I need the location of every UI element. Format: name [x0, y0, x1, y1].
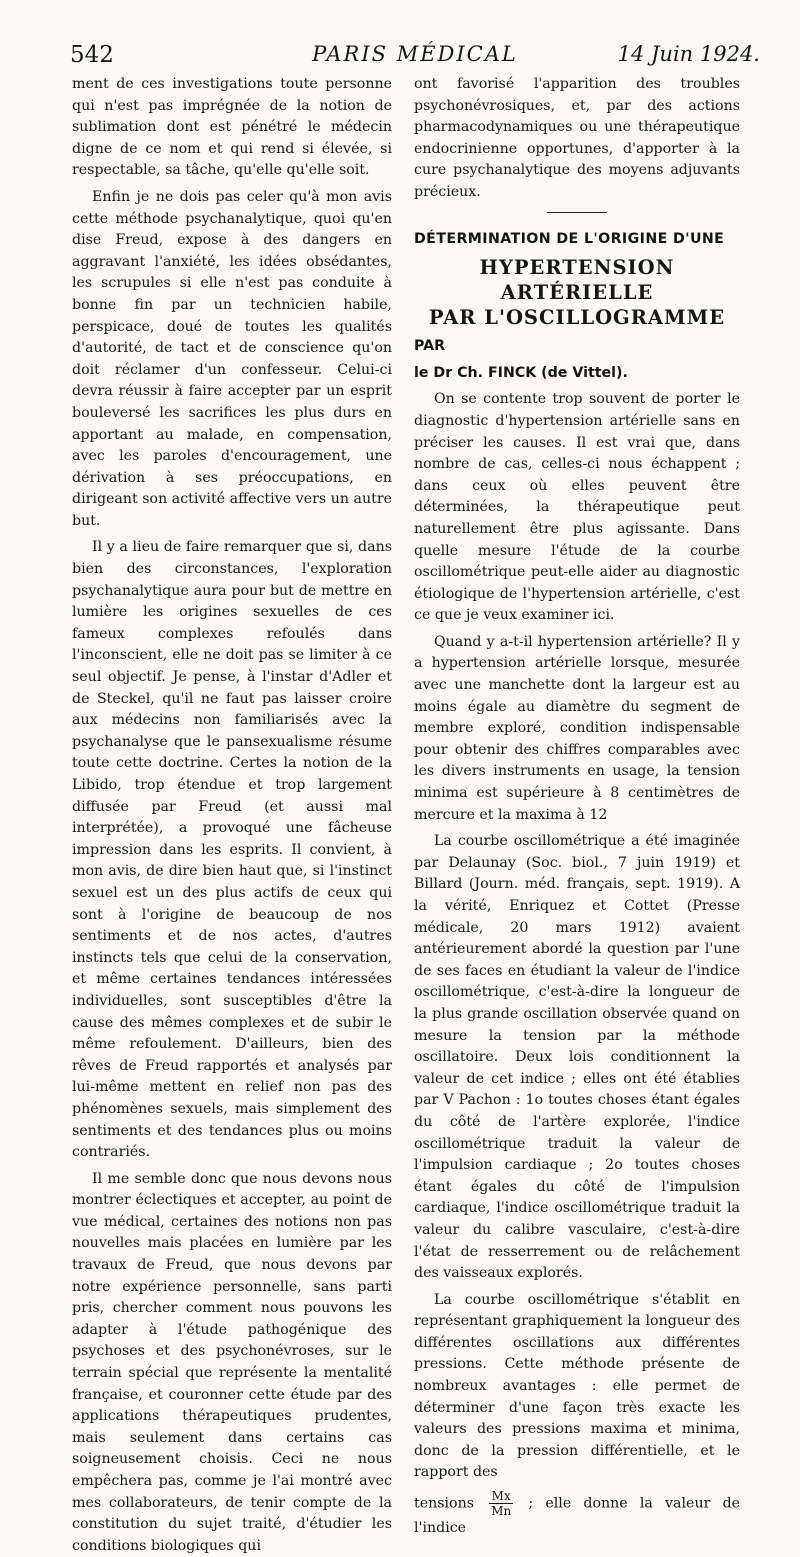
paragraph: Il y a lieu de faire remarquer que si, dans bien des circonstances, l'exploration psychanalytique aura pour but de mettre en lumière les origines sexuelles de ces fameux complexes refoulés dans l'inconscient, elle ne doit pas se limiter à ce seul objectif. Je pense, à l'instar d'Adler et de Steckel, qu'il ne faut pas laisser croire aux médecins non familiarisés avec la psychanalyse que le pansexualisme résume toute cette doctrine. Certes la notion de la Libido, trop étendue et trop largement diffusée par Freud (et aussi mal interprétée), a provoqué une fâcheuse impression dans les esprits. Il convient, à mon avis, de dire bien haut que, si l'instinct sexuel est un des plus actifs de ceux qui sont à l'origine de beaucoup de nos sentiments et de nos actes, d'autres instincts tels que celui de la conservation, et même certaines tendances intéressées individuelles, sont susceptibles d'être la cause des mêmes complexes et de subir le même refoulement. D'ailleurs, bien des rêves de Freud rapportés et analysés par lui-même mettent en relief non pas des phénomènes sexuels, mais simplement des sentiments et des tendances plus ou moins contrariés. [72, 539, 392, 1161]
section-separator [547, 212, 607, 213]
paragraph: On se contente trop souvent de porter le diagnostic d'hypertension artérielle sans en préciser les causes. Il est vrai que, dans nombre de cas, celles-ci nous échappent ; dans ceux où elles peuvent être déterminées, la thérapeutique peut naturellement être plus agissante. Dans quelle mesure l'étude de la courbe oscillométrique peut-elle aider au diagnostic étiologique de l'hypertension artérielle, c'est ce que je veux examiner ici. [414, 391, 740, 624]
paragraph: Il me semble donc que nous devons nous montrer éclectiques et accepter, au point de vue médical, certaines des notions non pas nouvelles mais placées en lumière par les travaux de Freud, que nous devons par notre expérience personnelle, sans parti pris, chercher comment nous pouvons les adapter à l'étude pathogénique des psychoses et des psychonévroses, sur le terrain spécial que représente la mentalité française, et couronner cette étude par des applications thérapeutiques prudentes, mais seulement dans certains cas soigneusement choisis. Ceci ne nous empêchera pas, comme je l'ai montré avec mes collaborateurs, de tenir compte de la constitution du sujet traité, d'étudier les conditions biologiques qui [72, 1170, 392, 1554]
paragraph: Enfin je ne dois pas celer qu'à mon avis cette méthode psychanalytique, quoi qu'en dise Freud, expose à des dangers en aggravant l'anxiété, les idées obsédantes, les scrupules si elle n'est pas conduite à bonne fin par un technicien habile, perspicace, doué de toutes les qualités d'autorité, de tact et de conscience qu'on doit réclamer d'un confesseur. Celui-ci devra réussir à faire accepter par un esprit bouleversé les sacrifices les plus durs en apportant au malade, en compensation, avec les paroles d'encouragement, une dérivation à ses préoccupations, en dirigeant son activité affective vers un autre but. [72, 188, 392, 529]
page-number: 542 [70, 42, 114, 68]
formula-line [414, 1489, 740, 1540]
paragraph: La courbe oscillométrique a été imaginée par Delaunay (Soc. biol., 7 juin 1919) et Billard (Journ. méd. français, sept. 1919). A la vérité, Enriquez et Cottet (Presse médicale, 20 mars 1912) avaient antérieurement abordé la question par l'une de ses faces en étudiant la valeur de l'indice oscillométrique, c'est-à-dire la longueur de la plus grande oscillation observée quand on mesure la tension par la méthode oscillatoire. Deux lois conditionnent la valeur de cet indice ; elles ont été établies par V Pachon : 1o toutes choses étant égales du côté de l'artère explorée, l'indice oscillométrique traduit la valeur de l'impulsion cardiaque ; 2o toutes choses étant égales du côté de l'impulsion cardiaque, l'indice oscillométrique traduit la valeur du calibre vasculaire, c'est-à-dire l'état de resserrement ou de relâchement des vaisseaux explorés. [414, 833, 740, 1282]
article-title-line: HYPERTENSION ARTÉRIELLE [479, 256, 675, 305]
article-subtitle: DÉTERMINATION DE L'ORIGINE D'UNE [414, 230, 725, 247]
byline-par: PAR [414, 338, 445, 355]
continuation-paragraph: ont favorisé l'apparition des troubles psychonévrosiques, et, par des actions pharmacodynamiques ou une thérapeutique endocrinienne opportunes, d'apporter à la cure psychanalytique des moyens adjuvants précieux. [414, 76, 740, 200]
paragraph: La courbe oscillométrique s'établit en représentant graphiquement la longueur des différentes oscillations aux différentes pressions. Cette méthode présente de nombreux avantages : elle permet de déterminer d'une façon très exacte les valeurs des pressions maxima et minima, donc de la pression différentielle, et le rapport des [414, 1291, 740, 1481]
issue-date: 14 Juin 1924. [617, 42, 760, 66]
right-column [414, 74, 741, 1537]
fraction-denominator: Mn [491, 1504, 512, 1519]
fraction-numerator: Mx [489, 1489, 513, 1504]
page-header [70, 36, 760, 76]
paragraph: ment de ces investigations toute personne qui n'est pas imprégnée de la notion de sublimation dont est pénétré le médecin digne de ce nom et qui rend si élevée, si respectable, sa tâche, qu'elle qu'elle soit. [72, 76, 392, 179]
article-title [414, 255, 740, 330]
journal-title: PARIS MÉDICAL [312, 42, 518, 66]
paragraph: Quand y a-t-il hypertension artérielle? Il y a hypertension artérielle lorsque, mesurée avec une manchette dont la largeur est au moins égale au diamètre du segment de membre exploré, condition indispensable pour obtenir des chiffres comparables avec les divers instruments en usage, la tension minima est supérieure à 8 centimètres de mercure et la maxima à 12 [414, 633, 740, 823]
formula-trail-text: ; elle donne la valeur de l'indice [414, 1495, 741, 1537]
tension-ratio-fraction [489, 1489, 513, 1518]
formula-lead-text: tensions [414, 1495, 475, 1512]
left-column [72, 74, 392, 1554]
article-title-line: PAR L'OSCILLOGRAMME [428, 306, 726, 330]
article-author: le Dr Ch. FINCK (de Vittel). [414, 364, 628, 381]
